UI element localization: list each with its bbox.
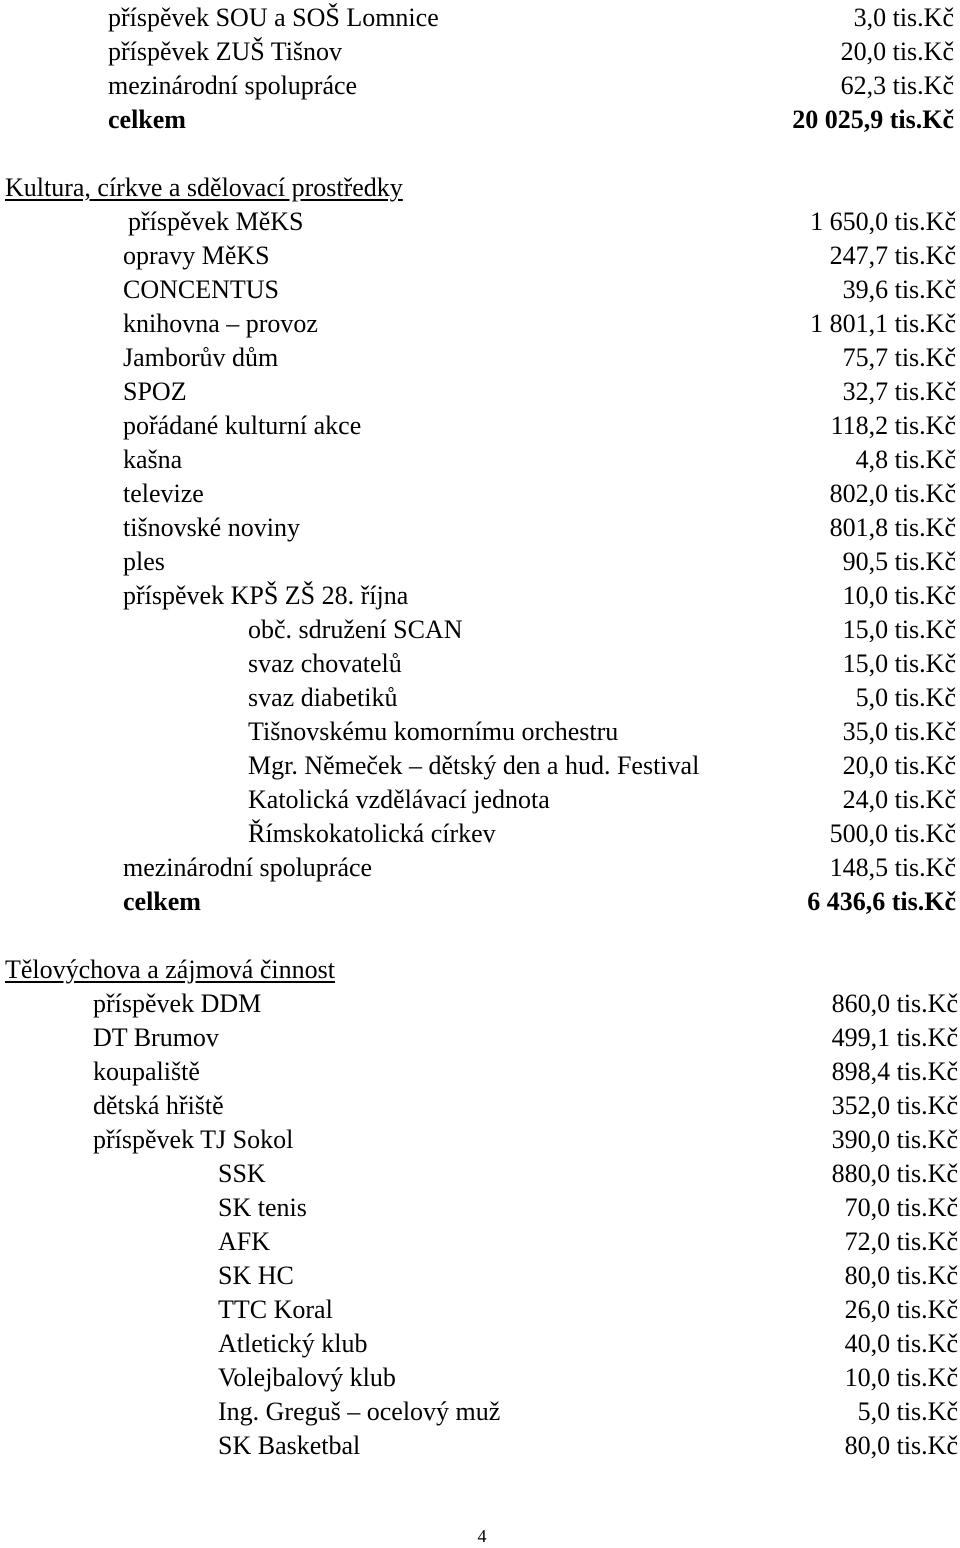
row-label: dětská hřiště bbox=[93, 1091, 224, 1120]
row-amount: 15,0 tis.Kč bbox=[842, 615, 956, 644]
budget-row bbox=[0, 1157, 960, 1191]
budget-row bbox=[0, 1191, 960, 1225]
budget-row bbox=[0, 987, 960, 1021]
row-label: SPOZ bbox=[123, 377, 187, 406]
row-amount: 70,0 tis.Kč bbox=[844, 1193, 958, 1222]
budget-row bbox=[0, 69, 960, 103]
row-amount: 24,0 tis.Kč bbox=[842, 785, 956, 814]
budget-row bbox=[0, 1361, 960, 1395]
budget-row bbox=[0, 307, 960, 341]
total-amount: 20 025,9 tis.Kč bbox=[792, 105, 954, 134]
row-amount: 500,0 tis.Kč bbox=[829, 819, 956, 848]
budget-row bbox=[0, 1395, 960, 1429]
row-amount: 80,0 tis.Kč bbox=[844, 1431, 958, 1460]
budget-row bbox=[0, 1327, 960, 1361]
row-amount: 352,0 tis.Kč bbox=[831, 1091, 958, 1120]
row-amount: 90,5 tis.Kč bbox=[842, 547, 956, 576]
budget-row bbox=[0, 511, 960, 545]
budget-row bbox=[0, 647, 960, 681]
row-label: SK Basketbal bbox=[218, 1431, 361, 1460]
row-label: Římskokatolická církev bbox=[248, 819, 496, 848]
total-row bbox=[0, 103, 960, 137]
budget-row bbox=[0, 1225, 960, 1259]
row-amount: 10,0 tis.Kč bbox=[844, 1363, 958, 1392]
row-amount: 15,0 tis.Kč bbox=[842, 649, 956, 678]
row-label: TTC Koral bbox=[218, 1295, 333, 1324]
budget-row bbox=[0, 545, 960, 579]
row-label: svaz diabetiků bbox=[248, 683, 398, 712]
row-amount: 801,8 tis.Kč bbox=[829, 513, 956, 542]
row-label: Jamborův dům bbox=[123, 343, 279, 372]
row-label: Mgr. Němeček – dětský den a hud. Festival bbox=[248, 751, 700, 780]
row-label: SK HC bbox=[218, 1261, 294, 1290]
row-label: příspěvek ZUŠ Tišnov bbox=[108, 37, 343, 66]
section-heading-row bbox=[0, 171, 960, 205]
total-row bbox=[0, 885, 960, 919]
row-amount: 35,0 tis.Kč bbox=[842, 717, 956, 746]
row-amount: 39,6 tis.Kč bbox=[842, 275, 956, 304]
row-label: Tišnovskému komornímu orchestru bbox=[248, 717, 619, 746]
budget-row bbox=[0, 783, 960, 817]
row-label: kašna bbox=[123, 445, 183, 474]
page-number: 4 bbox=[477, 1526, 487, 1546]
budget-row bbox=[0, 239, 960, 273]
row-label: příspěvek DDM bbox=[93, 989, 262, 1018]
budget-row bbox=[0, 443, 960, 477]
row-label: knihovna – provoz bbox=[123, 309, 318, 338]
row-label: Katolická vzdělávací jednota bbox=[248, 785, 550, 814]
row-label: AFK bbox=[218, 1227, 271, 1256]
row-amount: 247,7 tis.Kč bbox=[829, 241, 956, 270]
row-label: mezinárodní spolupráce bbox=[123, 853, 373, 882]
total-label: celkem bbox=[108, 105, 186, 134]
row-label: Ing. Greguš – ocelový muž bbox=[218, 1397, 501, 1426]
budget-row bbox=[0, 817, 960, 851]
budget-row bbox=[0, 477, 960, 511]
budget-row bbox=[0, 1089, 960, 1123]
section-heading: Kultura, církve a sdělovací prostředky bbox=[5, 173, 403, 202]
row-label: svaz chovatelů bbox=[248, 649, 402, 678]
row-amount: 72,0 tis.Kč bbox=[844, 1227, 958, 1256]
row-label: DT Brumov bbox=[93, 1023, 219, 1052]
row-amount: 10,0 tis.Kč bbox=[842, 581, 956, 610]
budget-row bbox=[0, 715, 960, 749]
budget-row bbox=[0, 341, 960, 375]
row-label: ples bbox=[123, 547, 165, 576]
row-amount: 32,7 tis.Kč bbox=[842, 377, 956, 406]
row-amount: 148,5 tis.Kč bbox=[829, 853, 956, 882]
row-label: SSK bbox=[218, 1159, 266, 1188]
row-amount: 80,0 tis.Kč bbox=[844, 1261, 958, 1290]
budget-row bbox=[0, 1, 960, 35]
row-amount: 118,2 tis.Kč bbox=[830, 411, 956, 440]
budget-row bbox=[0, 273, 960, 307]
total-amount: 6 436,6 tis.Kč bbox=[807, 887, 956, 916]
budget-row bbox=[0, 1021, 960, 1055]
budget-row bbox=[0, 1055, 960, 1089]
row-label: obč. sdružení SCAN bbox=[248, 615, 463, 644]
row-label: příspěvek MěKS bbox=[128, 207, 304, 236]
row-label: příspěvek KPŠ ZŠ 28. října bbox=[123, 581, 409, 610]
budget-row bbox=[0, 613, 960, 647]
budget-row bbox=[0, 1429, 960, 1463]
budget-row bbox=[0, 579, 960, 613]
budget-row bbox=[0, 409, 960, 443]
row-label: CONCENTUS bbox=[123, 275, 280, 304]
budget-row bbox=[0, 851, 960, 885]
row-label: pořádané kulturní akce bbox=[123, 411, 362, 440]
row-amount: 898,4 tis.Kč bbox=[831, 1057, 958, 1086]
budget-row bbox=[0, 749, 960, 783]
row-label: Atletický klub bbox=[218, 1329, 368, 1358]
row-amount: 860,0 tis.Kč bbox=[831, 989, 958, 1018]
row-amount: 1 650,0 tis.Kč bbox=[810, 207, 956, 236]
row-amount: 499,1 tis.Kč bbox=[831, 1023, 958, 1052]
row-label: televize bbox=[123, 479, 204, 508]
budget-row bbox=[0, 205, 960, 239]
row-label: koupaliště bbox=[93, 1057, 200, 1086]
budget-row bbox=[0, 681, 960, 715]
budget-row bbox=[0, 1293, 960, 1327]
row-label: příspěvek TJ Sokol bbox=[93, 1125, 294, 1154]
row-amount: 5,0 tis.Kč bbox=[857, 1397, 958, 1426]
row-label: opravy MěKS bbox=[123, 241, 270, 270]
row-label: SK tenis bbox=[218, 1193, 307, 1222]
row-amount: 4,8 tis.Kč bbox=[855, 445, 956, 474]
row-amount: 40,0 tis.Kč bbox=[844, 1329, 958, 1358]
row-amount: 390,0 tis.Kč bbox=[831, 1125, 958, 1154]
section-heading: Tělovýchova a zájmová činnost bbox=[5, 955, 335, 984]
row-amount: 1 801,1 tis.Kč bbox=[810, 309, 956, 338]
row-amount: 75,7 tis.Kč bbox=[842, 343, 956, 372]
row-amount: 5,0 tis.Kč bbox=[855, 683, 956, 712]
row-amount: 3,0 tis.Kč bbox=[853, 3, 954, 32]
budget-row bbox=[0, 1123, 960, 1157]
budget-row bbox=[0, 375, 960, 409]
row-amount: 802,0 tis.Kč bbox=[829, 479, 956, 508]
row-amount: 20,0 tis.Kč bbox=[842, 751, 956, 780]
row-label: tišnovské noviny bbox=[123, 513, 300, 542]
section-heading-row bbox=[0, 953, 960, 987]
total-label: celkem bbox=[123, 887, 201, 916]
row-label: mezinárodní spolupráce bbox=[108, 71, 358, 100]
row-amount: 62,3 tis.Kč bbox=[840, 71, 954, 100]
row-label: příspěvek SOU a SOŠ Lomnice bbox=[108, 3, 439, 32]
row-amount: 26,0 tis.Kč bbox=[844, 1295, 958, 1324]
row-label: Volejbalový klub bbox=[218, 1363, 396, 1392]
row-amount: 20,0 tis.Kč bbox=[840, 37, 954, 66]
budget-row bbox=[0, 1259, 960, 1293]
budget-row bbox=[0, 35, 960, 69]
row-amount: 880,0 tis.Kč bbox=[831, 1159, 958, 1188]
